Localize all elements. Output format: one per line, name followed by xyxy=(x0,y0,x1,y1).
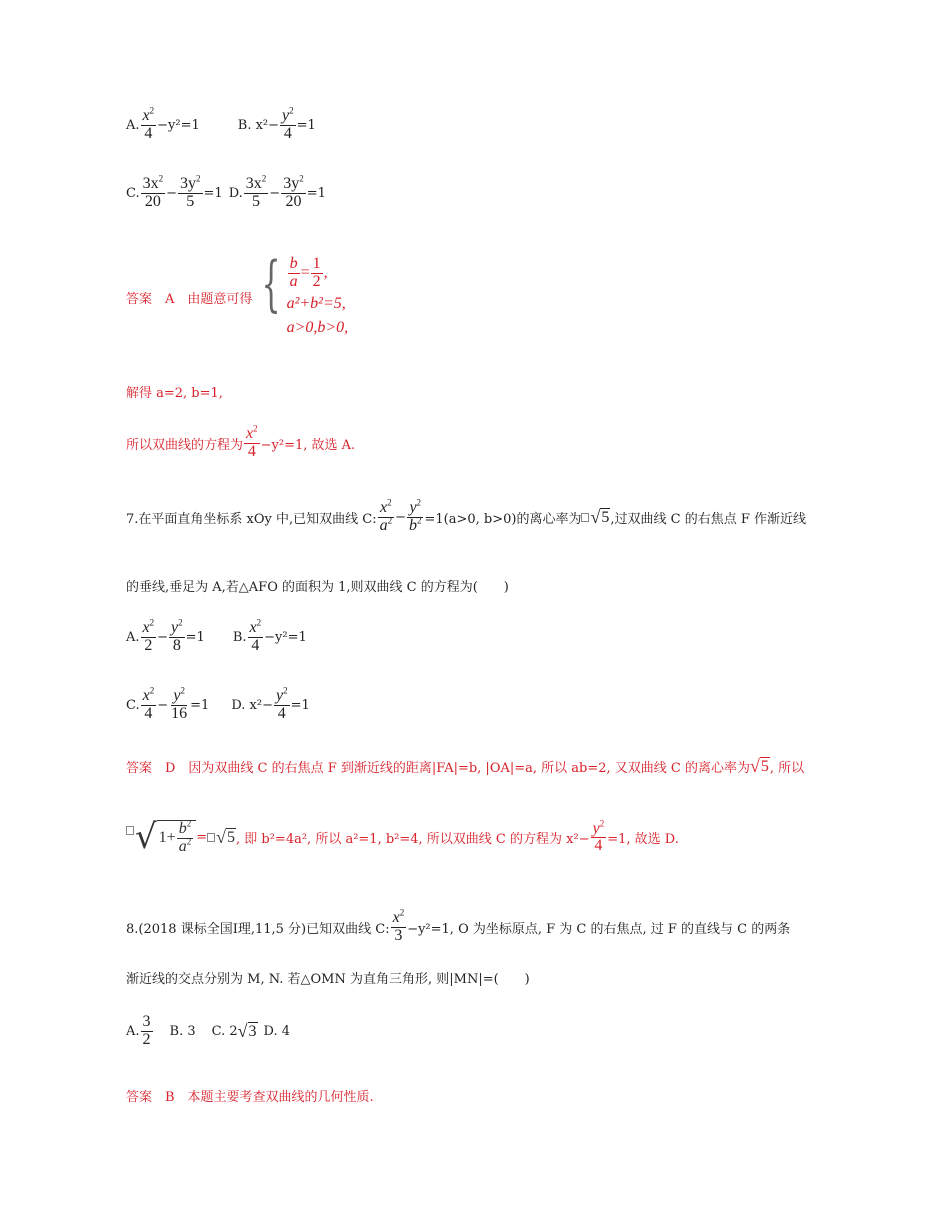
q7-stem: 7.在平面直角坐标系 xOy 中,已知双曲线 C: $\frac{x^2}{a^2}$ − $\frac{y^2}{b^2}$ =1(a>0, b>0)的离心率为 √ 5 ,过双曲线 C 的右焦点 F 作渐近线 xyxy=(126,497,807,534)
q6-option-a[interactable]: A. $\frac{x^2}{4}$ −y²=1 xyxy=(126,105,200,142)
q8-option-d[interactable]: D. 4 xyxy=(263,1023,291,1039)
q7-stem-line2: 的垂线,垂足为 A,若△AFO 的面积为 1,则双曲线 C 的方程为( ) xyxy=(126,580,509,595)
q7-option-d[interactable]: D. x²− $\frac{y^2}{4}$ =1 xyxy=(231,685,310,722)
q6-option-d[interactable]: D. $\frac{3x^2}{5}$ − $\frac{3y^2}{20}$ =1 xyxy=(228,173,326,210)
q6-options-row2 xyxy=(126,173,342,211)
q8-options xyxy=(126,1014,306,1049)
q6-option-c[interactable]: C. $\frac{3x^2}{20}$ − $\frac{3y^2}{5}$ =1 xyxy=(126,173,223,210)
q6-answer: 答案 A 由题意可得 { $\frac{b}{a}$ = $\frac{1}{2}$ , a²+b²=5, a>0,b>0, xyxy=(126,254,348,340)
q8-stem-line2: 渐近线的交点分别为 M, N. 若△OMN 为直角三角形, 则|MN|=( ) xyxy=(126,972,530,987)
q7-options-row2 xyxy=(126,685,326,723)
q6-conclusion: 所以双曲线的方程为 $\frac{x^2}{4}$ −y²=1, 故选 A. xyxy=(126,423,356,460)
q8-stem: 8.(2018 课标全国Ⅰ理,11,5 分)已知双曲线 C: $\frac{x^2}{3}$ −y²=1, O 为坐标原点, F 为 C 的右焦点, 过 F 的直线与 C 的两条 xyxy=(126,907,791,944)
q8-answer: 答案 B 本题主要考查双曲线的几何性质. xyxy=(126,1090,374,1105)
q7-answer-line1: 答案 D 因为双曲线 C 的右焦点 F 到渐近线的距离|FA|=b, |OA|=a, 所以 ab=2, 又双曲线 C 的离心率为 √ 5 , 所以 xyxy=(126,756,805,776)
q6-solve: 解得 a=2, b=1, xyxy=(126,386,223,401)
q8-option-c[interactable]: C. 2 √ 3 xyxy=(211,1020,257,1041)
q7-option-a[interactable]: A. $\frac{x^2}{2}$ − $\frac{y^2}{8}$ =1 xyxy=(126,617,205,654)
q8-option-b[interactable]: B. 3 xyxy=(169,1023,196,1039)
q6-option-b[interactable]: B. x²− $\frac{y^2}{4}$ =1 xyxy=(237,105,316,142)
q6-options-row1 xyxy=(126,105,332,143)
q8-option-a[interactable]: A. $\frac{3}{2}$ xyxy=(126,1013,151,1048)
q7-option-b[interactable]: B. $\frac{x^2}{4}$ −y²=1 xyxy=(232,617,307,654)
equation-system: { $\frac{b}{a}$ = $\frac{1}{2}$ , a²+b²=5, a>0,b>0, xyxy=(261,249,349,336)
q7-answer-line2: √ 1+ $\frac{b^2}{a^2}$ = √ 5 , 即 b²=4a², 所以 a²=1, b²=4, 所以双曲线 C 的方程为 x²− $\frac{y^2}{4}$ =1, 故选 D. xyxy=(126,820,679,856)
q7-option-c[interactable]: C. $\frac{x^2}{4}$ − $\frac{y^2}{16}$ =1 xyxy=(126,685,210,722)
q7-options-row1 xyxy=(126,617,323,655)
